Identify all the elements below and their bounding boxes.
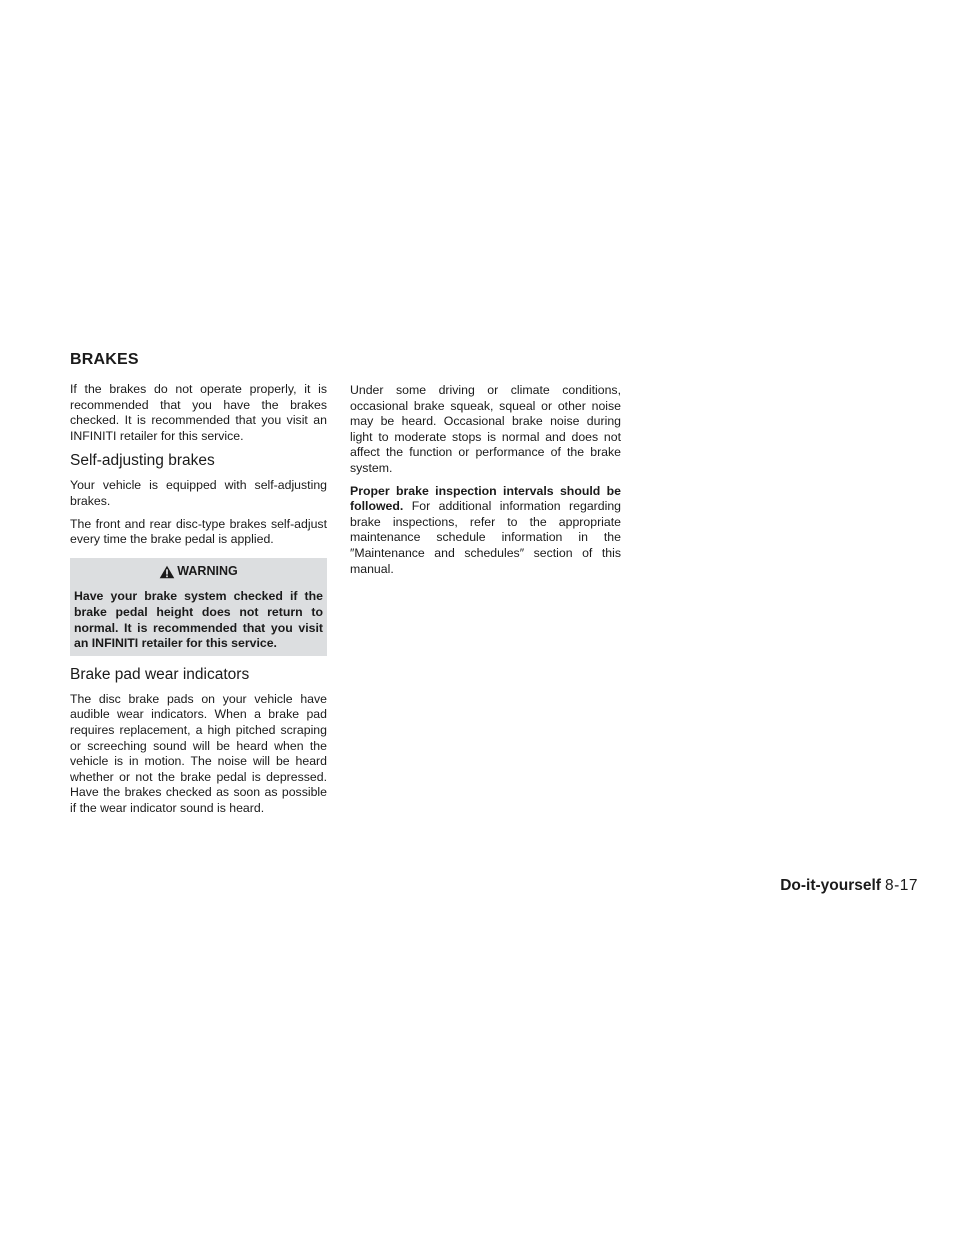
left-column [70,382,327,823]
warning-header [74,564,323,580]
right-column [350,383,621,584]
page-number: 8-17 [884,877,918,894]
brake-noise-paragraph: Under some driving or climate conditions, occasional brake squeak, squeal or other noise may be heard. Occasional brake noise during light to moderate stops is normal and does not affect the function or performance of the brake system. [350,383,621,475]
warning-text: Have your brake system checked if the brake pedal height does not return to normal. It is recommended that you visit an INFINITI retailer for this service. [74,589,323,651]
self-adjusting-paragraph-2: The front and rear disc-type brakes self-adjust every time the brake pedal is applied. [70,516,327,547]
inspection-rest: For additional information regarding brake inspections, refer to the appropriate maintenance schedule information in the ″Maintenance and schedules″ section of this manual. [350,499,621,576]
section-title: BRAKES [70,351,139,368]
warning-label: WARNING [177,563,238,578]
pad-wear-heading: Brake pad wear indicators [70,665,250,683]
footer-chapter-label: Do-it-yourself [780,877,881,894]
self-adjusting-heading: Self-adjusting brakes [70,452,215,470]
warning-triangle-icon [159,565,175,579]
inspection-paragraph [350,484,621,578]
intro-paragraph: If the brakes do not operate properly, it is recommended that you have the brakes checked. It is recommended that you visit an INFINITI retailer for this service. [70,382,327,443]
pad-wear-paragraph: The disc brake pads on your vehicle have audible wear indicators. When a brake pad requires replacement, a high pitched scraping or screeching sound will be heard when the vehicle is in motion. The noise will be heard whether or not the brake pedal is depressed. Have the brakes checked as soon as possible if the wear indicator sound is heard. [70,691,327,815]
self-adjusting-paragraph-1: Your vehicle is equipped with self-adjusting brakes. [70,478,327,508]
warning-box [70,558,327,656]
inspection-bold-lead: Proper brake inspection intervals should be followed. [350,483,621,514]
page-footer [780,877,918,895]
